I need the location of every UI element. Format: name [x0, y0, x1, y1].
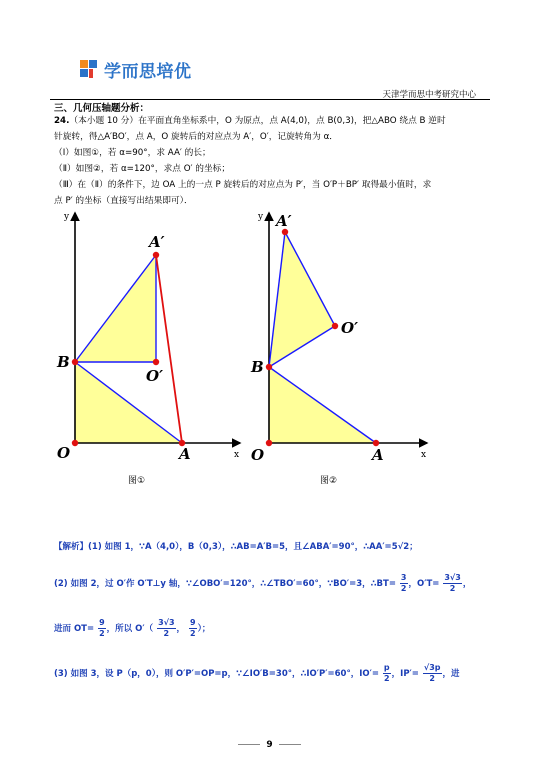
page-number: 9 [266, 740, 273, 750]
ot-fraction [98, 618, 106, 639]
figure-2 [245, 205, 445, 465]
o-prime-x-denominator: 2 [163, 629, 170, 638]
solution-line-2a: (2) 如图 2，过 O′作 O′T⊥y 轴，∵∠OBO′=120°，∴∠TBO′=60°，∵BO′=3，∴BT= [54, 579, 396, 589]
figure-2-caption: 图② [320, 476, 338, 486]
segment-aa-prime [156, 255, 182, 443]
o-prime-t-denominator: 2 [449, 584, 456, 593]
solution-line-1-end: ； [409, 542, 418, 552]
label-b: B [57, 353, 70, 371]
footer-ornament-right [279, 744, 301, 745]
label-x: x [234, 450, 240, 460]
solution-line-3 [54, 618, 494, 639]
label-a-prime: A′ [149, 233, 165, 251]
solution-line-4a: (3) 如图 3，设 P（p，0），则 O′P′=OP=p，∵∠IO′B=30°，∴IO′P′=60°，IO′= [54, 669, 379, 679]
io-prime-fraction [383, 663, 391, 684]
solution-line-3d: ）； [197, 624, 211, 634]
point-b [72, 359, 78, 365]
footer-ornament-left [238, 744, 260, 745]
solution-line-1 [54, 540, 494, 552]
page-number-footer [0, 740, 539, 750]
io-prime-denominator: 2 [384, 674, 390, 683]
label-a: A [372, 446, 384, 464]
solution-line-4c: ，进 [442, 669, 460, 679]
problem-number: 24. [54, 116, 70, 126]
problem-line-6: 点 P′ 的坐标（直接写出结果即可）． [54, 196, 193, 206]
problem-line-1 [54, 113, 490, 129]
point-b [266, 364, 272, 370]
point-o-prime [332, 323, 338, 329]
label-o: O [251, 446, 265, 464]
ip-prime-fraction [423, 663, 442, 684]
o-prime-x-fraction [157, 618, 175, 639]
point-o-prime [153, 359, 159, 365]
label-o: O [57, 444, 71, 462]
ot-denominator: 2 [99, 629, 105, 638]
problem-line-3: （Ⅰ）如图①，若 α=90°，求 AA′ 的长； [54, 148, 211, 158]
problem-line-1-text: （本小题 10 分）在平面直角坐标系中，O 为原点，点 A(4,0)，点 B(0,3)，把△ABO 绕点 B 逆时 [69, 116, 446, 126]
bt-numerator: 3 [400, 573, 407, 582]
logo-text: 学而思培优 [104, 61, 192, 82]
ot-numerator: 9 [99, 618, 105, 627]
solution-label: 【解析】 [54, 542, 89, 552]
solution-line-2b: ，O′T= [408, 579, 440, 589]
label-a-prime: A′ [276, 212, 292, 230]
solution-line-3b: ，所以 O′（ [106, 624, 154, 634]
solution-line-3c: ， [176, 624, 186, 634]
o-prime-y-fraction [189, 618, 197, 639]
o-prime-y-numerator: 9 [190, 618, 196, 627]
problem-line-4: （Ⅱ）如图②，若 α=120°，求点 O′ 的坐标； [54, 164, 231, 174]
o-prime-t-numerator: 3√3 [444, 573, 461, 582]
label-y: y [64, 212, 70, 222]
header-org: 天津学而思中考研究中心 [382, 90, 476, 100]
label-o-prime: O′ [146, 367, 164, 385]
label-y: y [258, 212, 264, 222]
label-a: A [179, 445, 191, 463]
ip-prime-numerator: √3p [423, 663, 441, 672]
o-prime-x-numerator: 3√3 [158, 618, 175, 627]
label-x: x [421, 450, 427, 460]
io-prime-numerator: p [383, 663, 390, 672]
figure-1 [45, 205, 255, 465]
ip-prime-denominator: 2 [429, 674, 435, 683]
o-prime-t-fraction [443, 573, 461, 594]
figure-1-caption: 图① [128, 476, 146, 486]
problem-line-2: 针旋转，得△A′BO′，点 A，O 旋转后的对应点为 A′，O′，记旋转角为 α． [54, 132, 338, 142]
solution-line-2 [54, 573, 494, 594]
aa-prime-value: 5√2 [391, 542, 410, 552]
section-title: 三、几何压轴题分析： [54, 103, 150, 114]
o-prime-y-denominator: 2 [190, 629, 196, 638]
point-a-prime [153, 252, 159, 258]
logo [78, 57, 192, 81]
solution-line-3a: 进而 OT= [54, 624, 95, 634]
label-b: B [251, 358, 264, 376]
problem-line-5: （Ⅲ）在（Ⅱ）的条件下，边 OA 上的一点 P 旋转后的对应点为 P′，当 O′P＋BP′ 取得最小值时，求 [54, 180, 432, 190]
problem-text [54, 113, 490, 209]
solution-line-4 [54, 663, 494, 684]
point-o [72, 440, 78, 446]
solution-line-4b: ，IP′= [391, 669, 419, 679]
label-o-prime: O′ [341, 319, 359, 337]
solution-line-1-text: (1) 如图 1，∵A（4,0），B（0,3），∴AB=A′B=5，且∠ABA′=90°，∴AA′= [88, 542, 392, 552]
bt-denominator: 2 [400, 584, 407, 593]
point-o [266, 440, 272, 446]
bt-fraction [400, 573, 408, 594]
solution-line-2c: ， [462, 579, 472, 589]
logo-mark-icon [78, 58, 100, 80]
